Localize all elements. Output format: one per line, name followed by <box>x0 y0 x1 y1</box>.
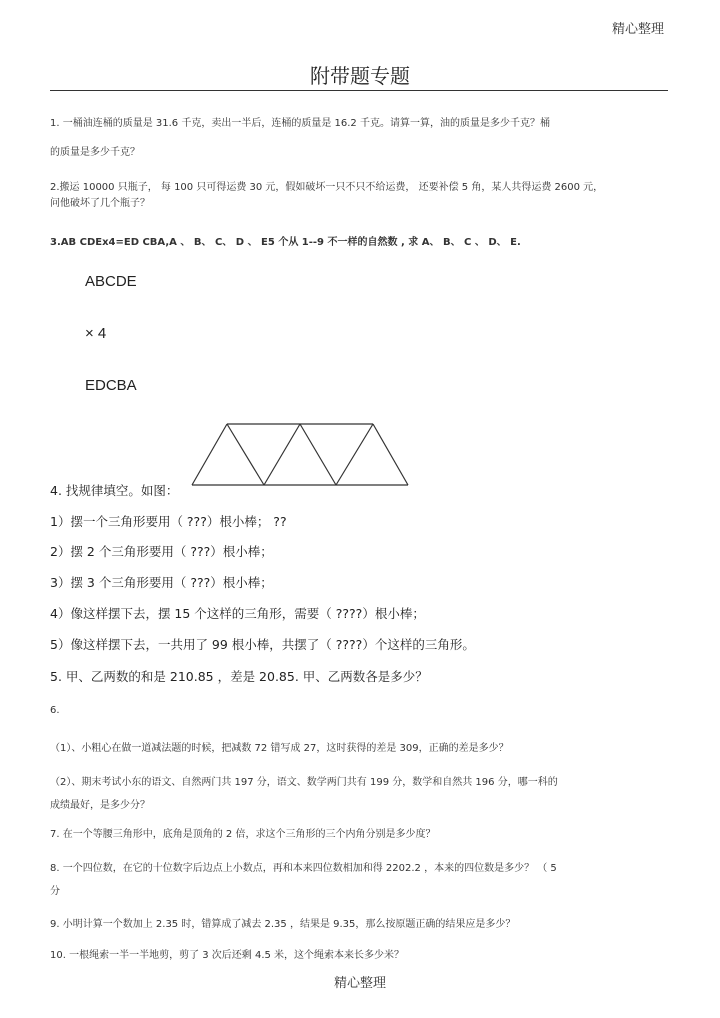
question-3-text: 3.AB CDEx4=ED CBA,A 、 B、 C、 D 、 E5 个从 1--9 不一样的自然数 , 求 A、 B、 C 、 D、 E. <box>50 237 521 248</box>
page-title: 附带题专题 <box>310 64 410 88</box>
question-3-row-1: ABCDE <box>85 273 137 290</box>
question-5: 5. 甲、乙两数的和是 210.85 ，差是 20.85. 甲、乙两数各是多少？ <box>50 669 428 684</box>
page-header: 精心整理 <box>611 22 664 37</box>
question-8-line-2: 分 <box>50 886 60 897</box>
question-2-line-2: 问他破坏了几个瓶子？ <box>50 198 150 209</box>
question-9: 9. 小明计算一个数加上 2.35 时，错算成了减去 2.35 ，结果是 9.35，那么按原题正确的结果应是多少？ <box>50 919 516 930</box>
question-10: 10. 一根绳索一半一半地剪，剪了 3 次后还剩 4.5 米，这个绳索本来长多少米？ <box>50 950 405 961</box>
question-6-sub-1: （1）、小粗心在做一道减法题的时候，把减数 72 错写成 27，这时获得的差是 309，正确的差是多少？ <box>50 743 509 754</box>
question-4-item: 5）像这样摆下去，一共用了 99 根小棒，共摆了（ ????）个这样的三角形。 <box>50 637 475 652</box>
question-6-sub-2-line-2: 成绩最好，是多少分？ <box>50 800 150 811</box>
question-3-row-3: EDCBA <box>85 377 137 394</box>
page-footer: 精心整理 <box>333 976 386 991</box>
question-8-line-1: 8. 一个四位数，在它的十位数字后边点上小数点，再和本来四位数相加和得 2202.2 ，本来的四位数是多少？ （ 5 <box>50 863 557 874</box>
triangle-figure <box>190 422 412 488</box>
question-4-intro: 4. 找规律填空。如图： <box>50 483 179 498</box>
question-1-line-1: 1. 一桶油连桶的质量是 31.6 千克，卖出一半后，连桶的质量是 16.2 千克。请算一算，油的质量是多少千克？桶 <box>50 118 550 129</box>
question-3-row-2: × 4 <box>85 325 107 342</box>
question-7: 7. 在一个等腰三角形中，底角是顶角的 2 倍，求这个三角形的三个内角分别是多少度？ <box>50 829 436 840</box>
question-4-item: 1）摆一个三角形要用（ ???）根小棒； ?? <box>50 514 287 529</box>
question-4-item: 2）摆 2 个三角形要用（ ???）根小棒； <box>50 544 273 559</box>
question-4-item: 3）摆 3 个三角形要用（ ???）根小棒； <box>50 575 273 590</box>
question-6-sub-2-line-1: （2）、期末考试小东的语文、自然两门共 197 分，语文、数学两门共有 199 分，数学和自然共 196 分，哪一科的 <box>50 777 558 788</box>
question-6-label: 6. <box>50 705 60 716</box>
title-divider <box>50 90 668 91</box>
question-4-item: 4）像这样摆下去，摆 15 个这样的三角形，需要（ ????）根小棒； <box>50 606 425 621</box>
question-1-line-2: 的质量是多少千克？ <box>50 147 140 158</box>
question-2-line-1: 2.搬运 10000 只瓶子， 每 100 只可得运费 30 元，假如破坏一只不只不给运费， 还要补偿 5 角，某人共得运费 2600 元， <box>50 182 604 193</box>
